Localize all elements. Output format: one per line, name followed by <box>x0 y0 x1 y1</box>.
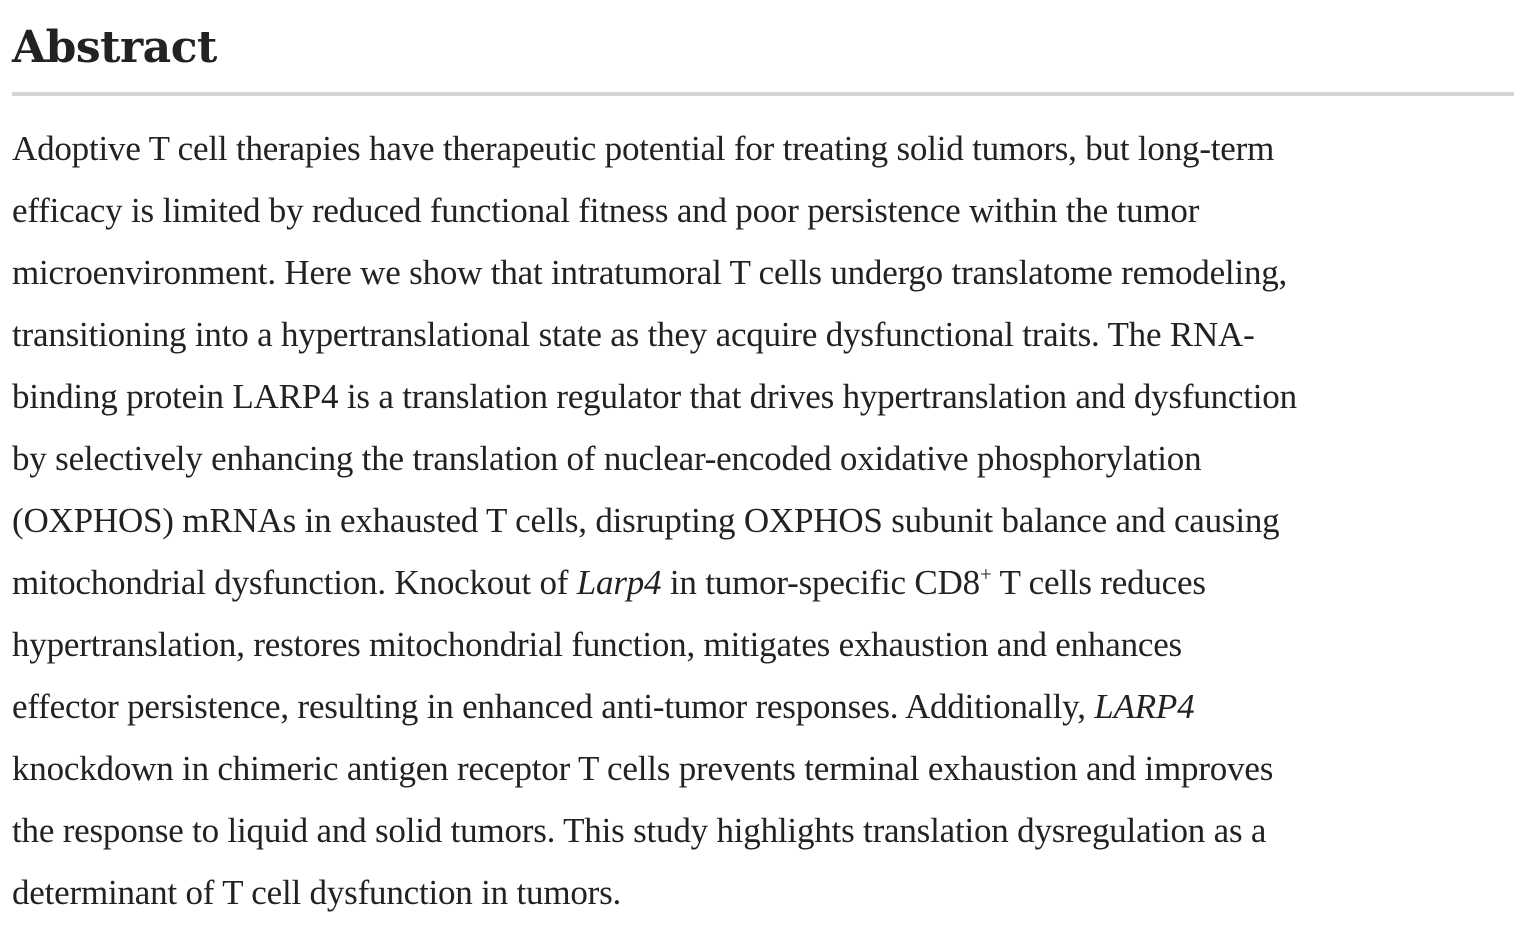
abstract-text: (OXPHOS) mRNAs in exhausted T cells, disrupting OXPHOS subunit balance and causing <box>12 501 1280 540</box>
abstract-text: Adoptive T cell therapies have therapeutic potential for treating solid tumors, but long-term <box>12 129 1275 168</box>
abstract-line <box>12 315 1255 354</box>
abstract-paragraph <box>12 118 1514 924</box>
abstract-text: T cells reduces <box>991 563 1206 602</box>
abstract-line <box>12 501 1279 540</box>
abstract-line <box>12 377 1297 416</box>
abstract-line <box>12 439 1201 478</box>
abstract-line <box>12 253 1287 292</box>
abstract-text: effector persistence, resulting in enhanced anti-tumor responses. Additionally, <box>12 687 1095 726</box>
abstract-line <box>12 749 1273 788</box>
heading-divider <box>12 92 1514 96</box>
gene-name-italic: Larp4 <box>576 563 662 602</box>
abstract-text: microenvironment. Here we show that intratumoral T cells undergo translatome remodeling, <box>12 253 1288 292</box>
abstract-text: by selectively enhancing the translation of nuclear-encoded oxidative phosphorylation <box>12 439 1202 478</box>
abstract-line <box>12 563 1206 602</box>
abstract-text: mitochondrial dysfunction. Knockout of <box>12 563 577 602</box>
abstract-line <box>12 625 1182 664</box>
abstract-text: efficacy is limited by reduced functional fitness and poor persistence within the tumor <box>12 191 1200 230</box>
superscript: + <box>979 562 992 586</box>
gene-name-italic: LARP4 <box>1094 687 1195 726</box>
abstract-line <box>12 811 1266 850</box>
abstract-text: hypertranslation, restores mitochondrial function, mitigates exhaustion and enhances <box>12 625 1182 664</box>
abstract-text: the response to liquid and solid tumors. This study highlights translation dysregulation as a <box>12 811 1267 850</box>
abstract-section <box>12 18 1514 924</box>
abstract-heading: Abstract <box>12 22 217 73</box>
abstract-text: knockdown in chimeric antigen receptor T cells prevents terminal exhaustion and improves <box>12 749 1274 788</box>
abstract-line <box>12 191 1199 230</box>
abstract-line <box>12 129 1274 168</box>
abstract-line <box>12 687 1194 726</box>
abstract-text: transitioning into a hypertranslational state as they acquire dysfunctional traits. The RNA- <box>12 315 1255 354</box>
abstract-text: binding protein LARP4 is a translation regulator that drives hypertranslation and dysfunction <box>12 377 1297 416</box>
abstract-text: determinant of T cell dysfunction in tumors. <box>12 873 622 912</box>
abstract-line <box>12 873 621 912</box>
abstract-text: in tumor-specific CD8 <box>661 563 980 602</box>
